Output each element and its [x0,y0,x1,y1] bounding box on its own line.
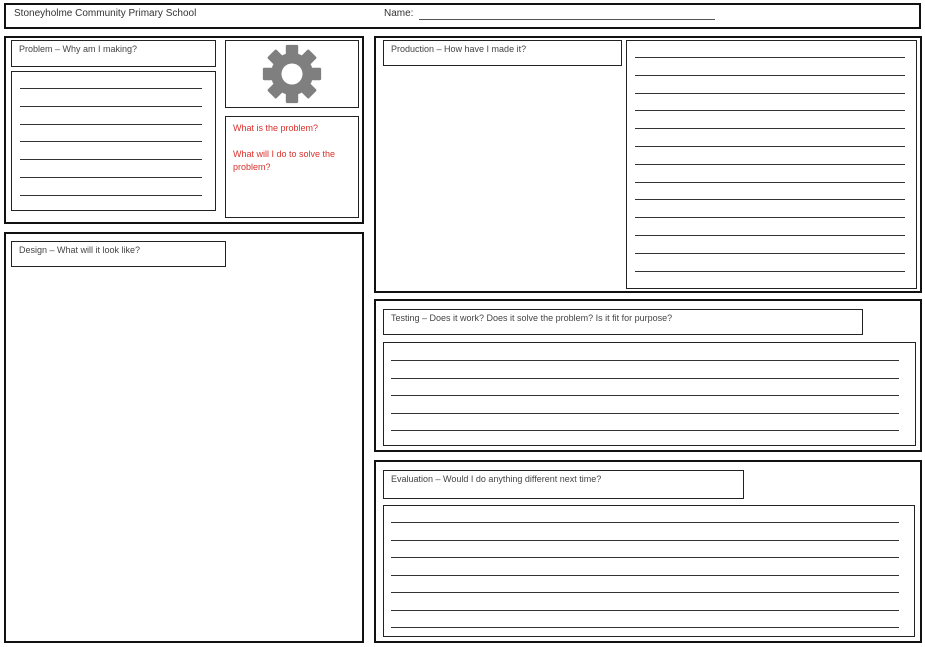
production-writing-line [635,93,905,94]
testing-writing-line [391,360,899,361]
design-section[interactable] [4,232,364,643]
testing-writing-line [391,430,899,431]
testing-heading: Testing – Does it work? Does it solve the problem? Is it fit for purpose? [383,309,863,335]
production-writing-line [635,128,905,129]
problem-writing-line [20,106,202,107]
testing-writing-line [391,395,899,396]
production-writing-line [635,164,905,165]
production-heading: Production – How have I made it? [383,40,622,66]
evaluation-writing-line [391,610,899,611]
evaluation-writing-line [391,540,899,541]
production-writing-line [635,271,905,272]
problem-writing-line [20,177,202,178]
evaluation-writing-line [391,575,899,576]
evaluation-writing-line [391,627,899,628]
production-writing-line [635,110,905,111]
production-writing-line [635,217,905,218]
school-name: Stoneyholme Community Primary School [14,8,197,19]
testing-writing-line [391,413,899,414]
name-field[interactable] [419,19,715,20]
prompt-what-will-i-do: What will I do to solve the problem? [233,149,336,172]
problem-writing-line [20,124,202,125]
testing-writing-line [391,378,899,379]
problem-writing-line [20,195,202,196]
problem-writing-line [20,159,202,160]
evaluation-writing-line [391,592,899,593]
production-writing-line [635,235,905,236]
problem-prompts-box [225,116,359,218]
prompt-what-is-problem: What is the problem? [233,123,319,133]
production-writing-line [635,253,905,254]
production-writing-line [635,57,905,58]
evaluation-writing-line [391,557,899,558]
evaluation-writing-line [391,522,899,523]
problem-writing-line [20,88,202,89]
problem-heading: Problem – Why am I making? [11,40,216,67]
production-writing-line [635,199,905,200]
problem-writing-line [20,141,202,142]
production-writing-line [635,75,905,76]
gear-icon-box [225,40,359,108]
name-label: Name: [384,8,414,19]
production-writing-line [635,146,905,147]
gear-icon [261,43,323,105]
design-heading: Design – What will it look like? [11,241,226,267]
evaluation-heading: Evaluation – Would I do anything different next time? [383,470,744,499]
evaluation-writing-area[interactable] [383,505,915,637]
production-writing-line [635,182,905,183]
